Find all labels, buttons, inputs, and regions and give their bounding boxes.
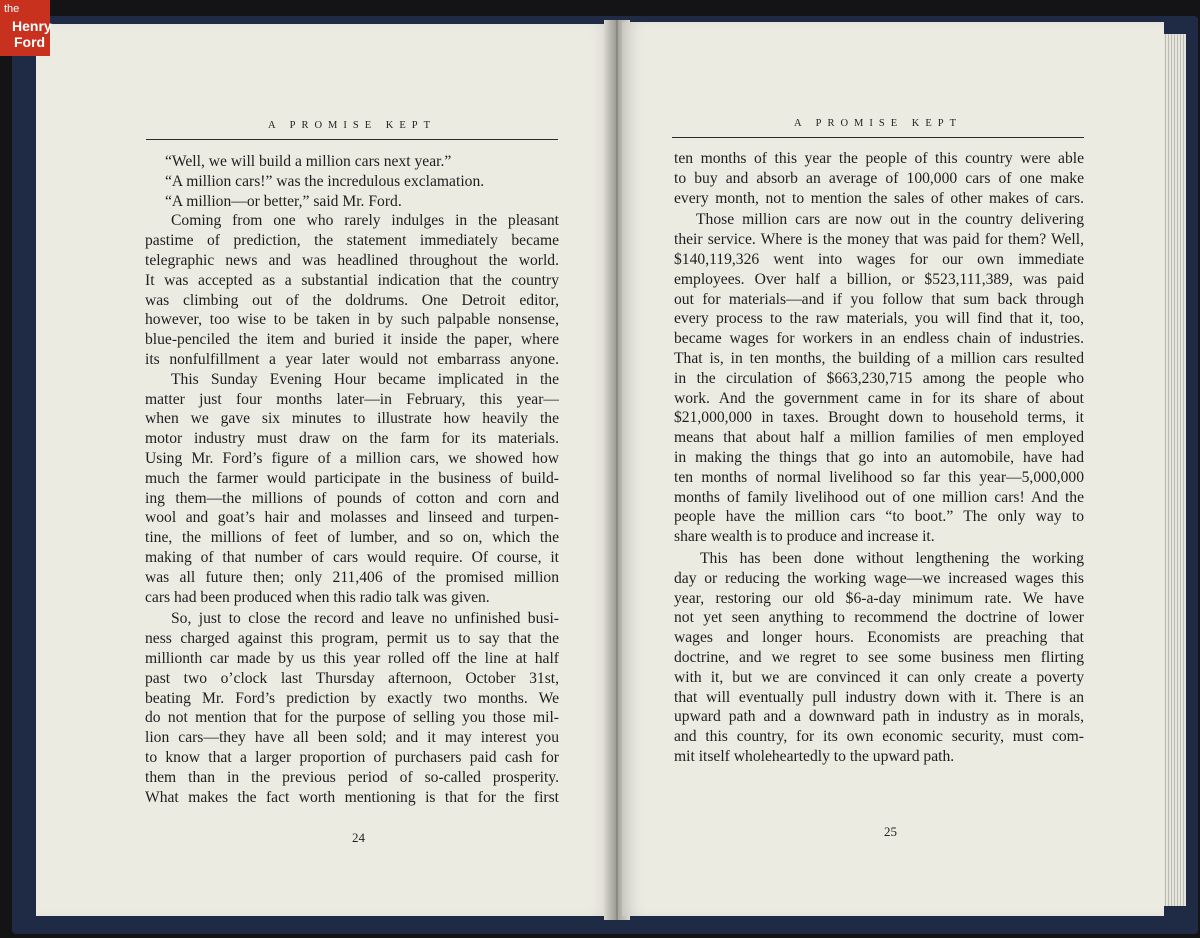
text-line: “Well, we will build a million cars next year.” [165, 153, 452, 170]
logo-line: Ford [14, 34, 46, 50]
right-page [622, 22, 1164, 916]
text-line: in making the things that go into an automobile, have had [674, 448, 1084, 466]
text-line: wages and longer hours. Economists are preaching that [674, 629, 1084, 647]
text-line: much the farmer would participate in the business of build- [145, 469, 559, 487]
text-line: Coming from one who rarely indulges in the pleasant [171, 212, 559, 230]
text-line: past two o’clock last Thursday afternoon, October 31st, [145, 669, 559, 687]
text-line: lion cars—they have all been sold; and it may interest you [145, 729, 559, 747]
text-line: out for materials—and if you follow that sum back through [674, 290, 1084, 308]
text-line: was climbing out of the doldrums. One Detroit editor, [145, 291, 559, 309]
page-number-left: 24 [352, 830, 365, 845]
text-line: ten months of normal livelihood so far this year—5,000,000 [674, 468, 1084, 486]
text-line: It was accepted as a substantial indication that the country [145, 271, 559, 289]
henry-ford-logo [0, 0, 50, 56]
text-line: telegraphic news and was headlined throughout the world. [145, 251, 559, 269]
text-line: do not mention that for the purpose of selling you those mil- [145, 709, 559, 727]
text-line: its nonfulfillment a year later would not embarrass anyone. [145, 350, 559, 368]
text-line: That is, in ten months, the building of a million cars resulted [674, 349, 1084, 367]
text-line: months of family livelihood out of one million cars! And the [674, 488, 1084, 506]
text-line: tine, the millions of feet of lumber, and so on, which the [145, 529, 559, 547]
text-line: that will eventually pull industry down with it. There is an [674, 688, 1084, 706]
text-line: means that about half a million families of men employed [674, 429, 1084, 447]
text-line: motor industry must draw on the farm for its materials. [145, 430, 559, 448]
text-line: beating Mr. Ford’s prediction by exactly two months. We [145, 689, 559, 707]
text-line: millionth car made by us this year rolled off the line at half [145, 649, 559, 667]
text-line: blue-penciled the item and buried it inside the paper, where [145, 331, 559, 349]
text-line: their service. Where is the money that was paid for them? Well, [674, 231, 1084, 249]
text-line: What makes the fact worth mentioning is that for the first [145, 788, 559, 806]
text-line: This Sunday Evening Hour became implicated in the [171, 370, 559, 388]
text-line: Using Mr. Ford’s figure of a million cars, we showed how [145, 449, 559, 467]
text-line: employees. Over half a billion, or $523,111,389, was paid [674, 270, 1084, 288]
text-line: people have the million cars “to boot.” The only way to [674, 508, 1084, 526]
text-line: making of that number of cars would require. Of course, it [145, 548, 559, 566]
text-line: work. And the government came in for its share of about [674, 389, 1084, 407]
text-line: in the circulation of $663,230,715 among the people who [674, 369, 1084, 387]
text-line: Those million cars are now out in the country delivering [696, 211, 1084, 229]
text-line: ten months of this year the people of this country were able [674, 150, 1084, 167]
text-line: upward path and a downward path in industry as in morals, [674, 708, 1084, 726]
text-line: So, just to close the record and leave no unfinished busi- [171, 610, 559, 628]
logo-line: Henry [12, 18, 52, 34]
text-line: every month, not to mention the sales of other makes of cars. [674, 189, 1084, 207]
text-line: “A million cars!” was the incredulous exclamation. [165, 172, 485, 190]
text-line: not yet seen anything to recommend the doctrine of lower [674, 609, 1084, 627]
text-line: wool and goat’s hair and molasses and linseed and turpen- [145, 509, 559, 527]
text-line: with it, but we are convinced it can only create a poverty [674, 668, 1084, 686]
text-line: to know that a larger proportion of purchasers paid cash for [145, 748, 559, 766]
text-line: day or reducing the working wage—we increased wages this [674, 569, 1084, 587]
text-line: matter just four months later—in February, this year— [145, 390, 559, 408]
text-line: ing them—the millions of pounds of cotton and corn and [145, 489, 559, 507]
text-line: year, restoring our old $6-a-day minimum rate. We have [674, 589, 1084, 607]
running-head-left: A PROMISE KEPT [146, 120, 558, 140]
text-line: $140,119,326 went into wages for our own immediate [674, 250, 1084, 268]
text-line: however, too wise to be taken in by such palpable nonsense, [145, 311, 559, 329]
text-line: and this country, for its own economic security, must com- [674, 728, 1084, 746]
text-line: to buy and absorb an average of 100,000 cars of one make [674, 169, 1084, 187]
running-head-right: A PROMISE KEPT [672, 118, 1084, 138]
logo-line: the [4, 3, 20, 15]
text-line: ness charged against this program, permit us to say that the [145, 630, 559, 648]
text-line: mit itself wholeheartedly to the upward path. [674, 747, 955, 765]
text-line: cars had been produced when this radio talk was given. [145, 588, 490, 606]
text-line: $21,000,000 in taxes. Brought down to household terms, it [674, 409, 1084, 427]
text-line: them than in the previous period of so-called prosperity. [145, 768, 559, 786]
right-page-text [674, 149, 1084, 767]
left-page [36, 24, 612, 916]
text-line: pastime of prediction, the statement immediately became [145, 232, 559, 250]
text-line: every process to the raw materials, you will find that it, too, [674, 310, 1084, 328]
text-line: This has been done without lengthening the working [700, 549, 1084, 567]
text-line: was all future then; only 211,406 of the promised million [145, 568, 559, 586]
page-number-right: 25 [884, 824, 897, 839]
text-line: when we gave six minutes to illustrate how heavily the [145, 410, 559, 428]
left-page-text [145, 152, 559, 807]
text-line: became wages for workers in an endless chain of industries. [674, 330, 1084, 348]
text-line: “A million—or better,” said Mr. Ford. [165, 192, 402, 210]
text-line: doctrine, and we regret to see some business men flirting [674, 648, 1084, 666]
text-line: share wealth is to produce and increase it. [674, 528, 935, 546]
